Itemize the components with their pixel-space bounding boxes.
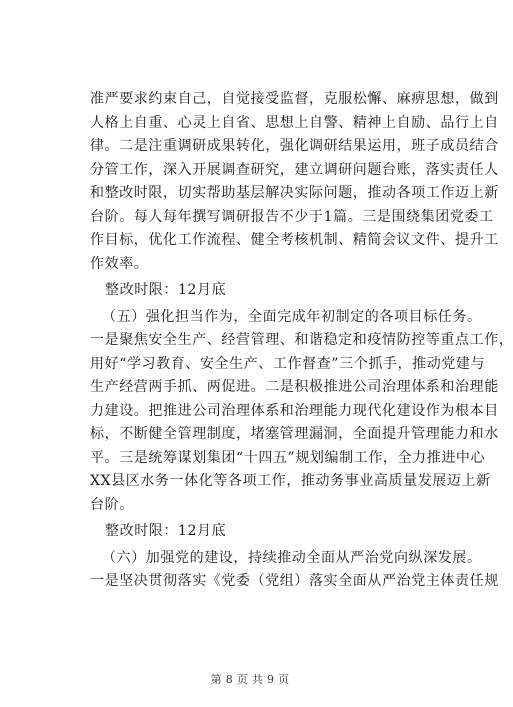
paragraph-line: 台阶。: [90, 496, 134, 513]
deadline-line: 整改时限：12月底: [105, 523, 227, 539]
paragraph-line: 一是坚决贯彻落实《党委（党组）落实全面从严治党主体责任规: [90, 573, 499, 589]
page-footer: [0, 673, 500, 687]
paragraph-line: 准严要求约束自己，自觉接受监督，克服松懈、麻痹思想，做到: [90, 91, 499, 107]
section-heading-line: （五）强化担当作为，全面完成年初制定的各项目标任务。: [102, 308, 482, 325]
paragraph-line: 力建设。把推进公司治理体系和治理能力现代化建设作为根本目: [90, 402, 499, 419]
paragraph-line: 生产经营两手抓、两促进。二是积极推进公司治理体系和治理能: [90, 379, 499, 395]
paragraph-line: 作目标，优化工作流程、健全考核机制、精简会议文件、提升工: [90, 232, 499, 248]
deadline-line: 整改时限：12月底: [105, 282, 227, 298]
page-number-label: 第 8 页 共 9 页: [210, 673, 290, 686]
paragraph-line: 分管工作，深入开展调查研究，建立调研问题台账，落实责任人: [90, 161, 499, 178]
paragraph-line: 用好“学习教育、安全生产、工作督查”三个抓手，推动党建与: [90, 355, 486, 372]
paragraph-line: 平。三是统筹谋划集团“十四五”规划编制工作，全力推进中心: [90, 449, 486, 466]
paragraph-line: 一是聚焦安全生产、经营管理、和谐稳定和疫情防控等重点工作，: [90, 332, 513, 348]
paragraph-line: 人格上自重、心灵上自省、思想上自警、精神上自励、品行上自: [90, 114, 499, 131]
paragraph-line: 台阶。每人每年撰写调研报告不少于1篇。三是围绕集团党委工: [90, 208, 494, 225]
paragraph-line: 律。二是注重调研成果转化，强化调研结果运用，班子成员结合: [90, 138, 499, 154]
section-heading-line: （六）加强党的建设，持续推动全面从严治党向纵深发展。: [102, 549, 482, 566]
paragraph-line: 标，不断健全管理制度，堵塞管理漏洞，全面提升管理能力和水: [90, 426, 499, 442]
paragraph-line: 和整改时限，切实帮助基层解决实际问题，推动各项工作迈上新: [90, 185, 499, 201]
paragraph-line: 作效率。: [90, 255, 149, 272]
document-body: [90, 88, 513, 594]
paragraph-line: XX县区水务一体化等各项工作，推动务事业高质量发展迈上新: [90, 473, 491, 489]
